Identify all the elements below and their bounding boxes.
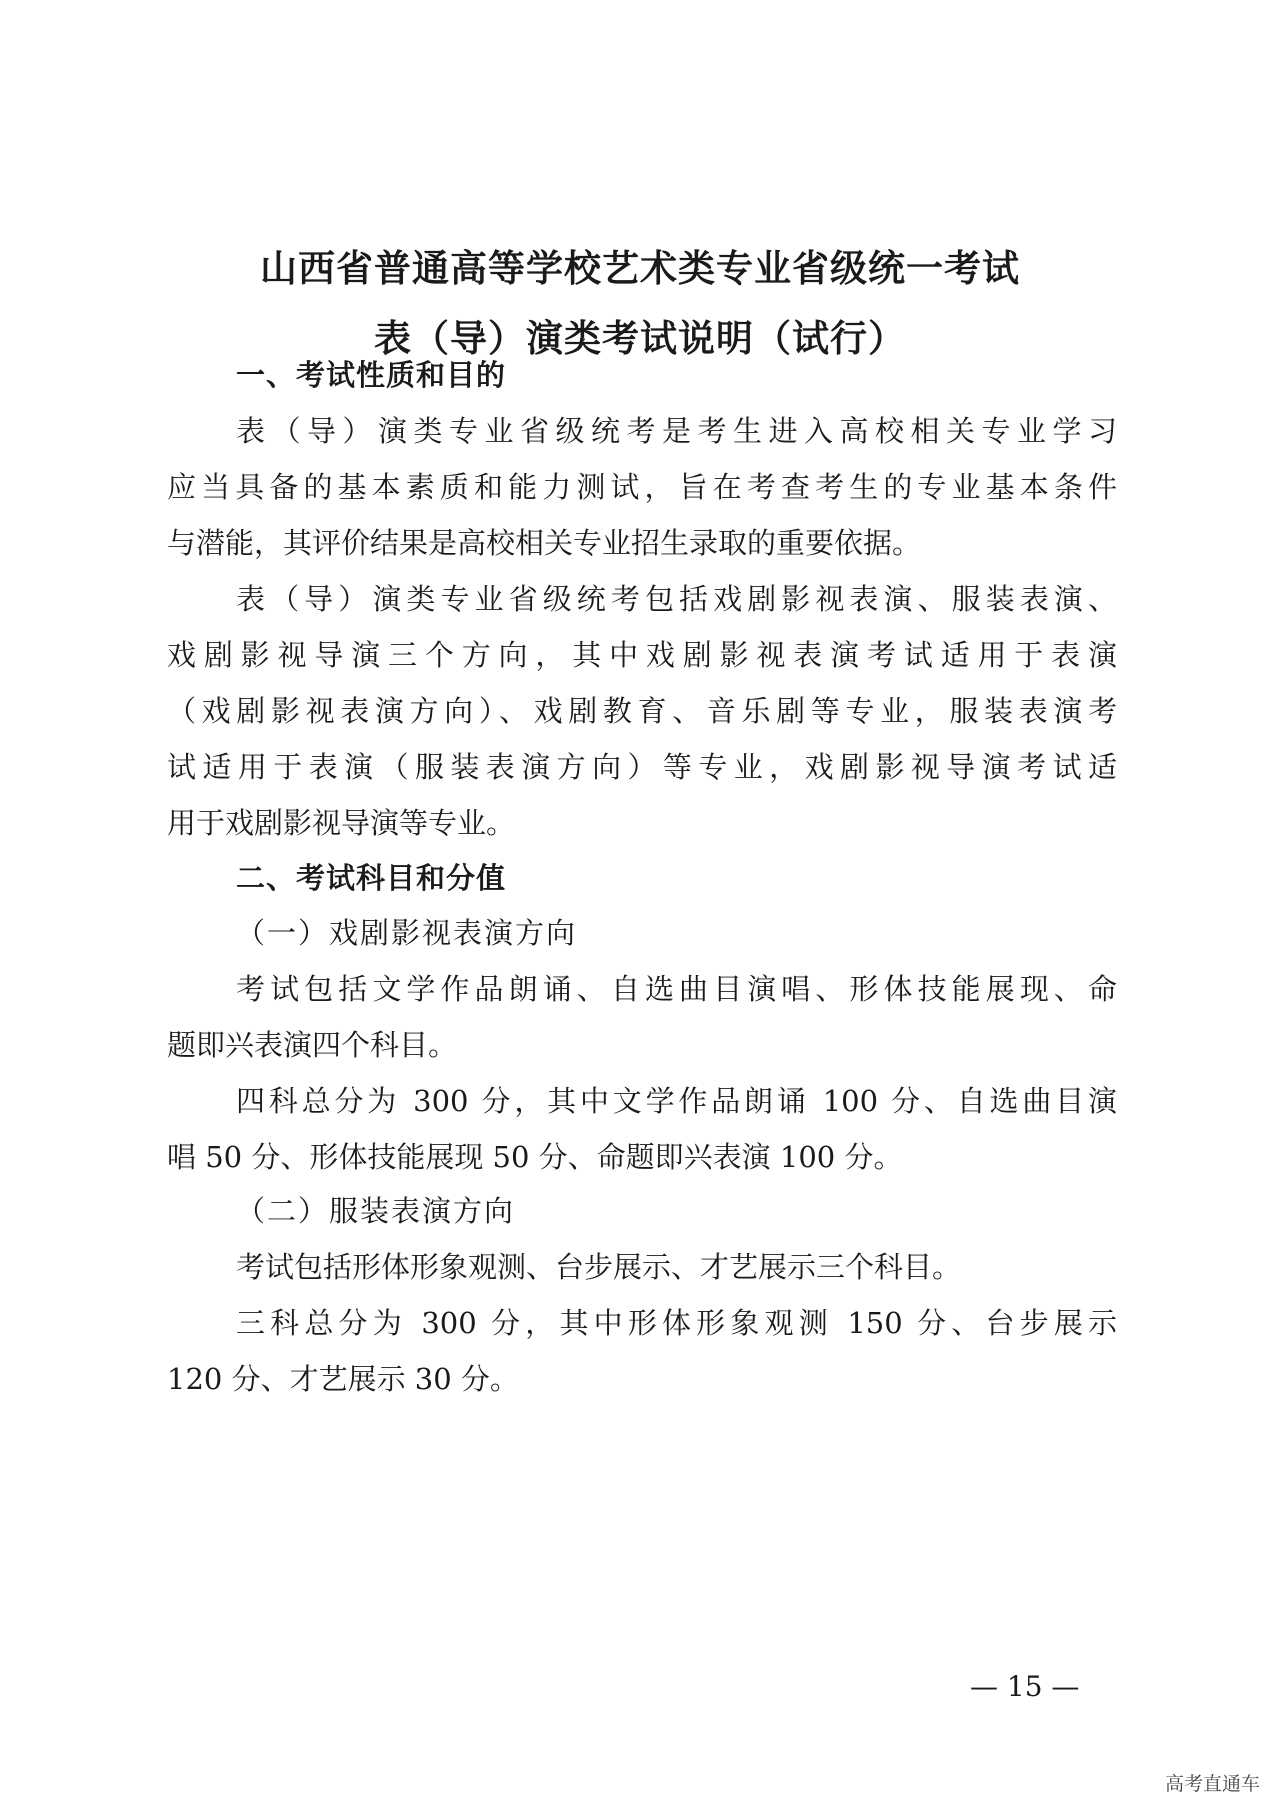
subsection-2-heading: （二）服装表演方向 (236, 1194, 516, 1228)
watermark: 高考直通车 (1164, 1773, 1260, 1795)
paragraph-line: 与潜能，其评价结果是高校相关专业招生录取的重要依据。 (167, 526, 922, 560)
paragraph-line: 考试包括形体形象观测、台步展示、才艺展示三个科目。 (236, 1250, 962, 1284)
document-title-line-2: 表（导）演类考试说明（试行） (374, 317, 906, 360)
page-number: — 15 — (970, 1670, 1080, 1703)
paragraph-line: 表（导）演类专业省级统考包括戏剧影视表演、服装表演、 (236, 582, 1117, 616)
document-title-line-1: 山西省普通高等学校艺术类专业省级统一考试 (260, 247, 1020, 290)
section-1-heading: 一、考试性质和目的 (236, 358, 507, 392)
paragraph-line: 戏剧影视导演三个方向，其中戏剧影视表演考试适用于表演 (167, 638, 1117, 672)
paragraph-line: 唱 50 分、形体技能展现 50 分、命题即兴表演 100 分。 (167, 1140, 903, 1174)
paragraph-line: 四科总分为 300 分，其中文学作品朗诵 100 分、自选曲目演 (236, 1084, 1117, 1118)
paragraph-line: 试适用于表演（服装表演方向）等专业，戏剧影视导演考试适 (167, 750, 1117, 784)
subsection-1-heading: （一）戏剧影视表演方向 (236, 916, 578, 950)
paragraph-line: 考试包括文学作品朗诵、自选曲目演唱、形体技能展现、命 (236, 972, 1117, 1006)
paragraph-line: 120 分、才艺展示 30 分。 (167, 1362, 519, 1396)
paragraph-line: 题即兴表演四个科目。 (167, 1028, 458, 1062)
paragraph-line: 应当具备的基本素质和能力测试，旨在考查考生的专业基本条件 (167, 470, 1117, 504)
paragraph-line: 三科总分为 300 分，其中形体形象观测 150 分、台步展示 (236, 1306, 1117, 1340)
section-2-heading: 二、考试科目和分值 (236, 861, 507, 895)
paragraph-line: 表（导）演类专业省级统考是考生进入高校相关专业学习 (236, 414, 1117, 448)
paragraph-line: （戏剧影视表演方向）、戏剧教育、音乐剧等专业，服装表演考 (167, 694, 1117, 728)
paragraph-line: 用于戏剧影视导演等专业。 (167, 806, 516, 840)
